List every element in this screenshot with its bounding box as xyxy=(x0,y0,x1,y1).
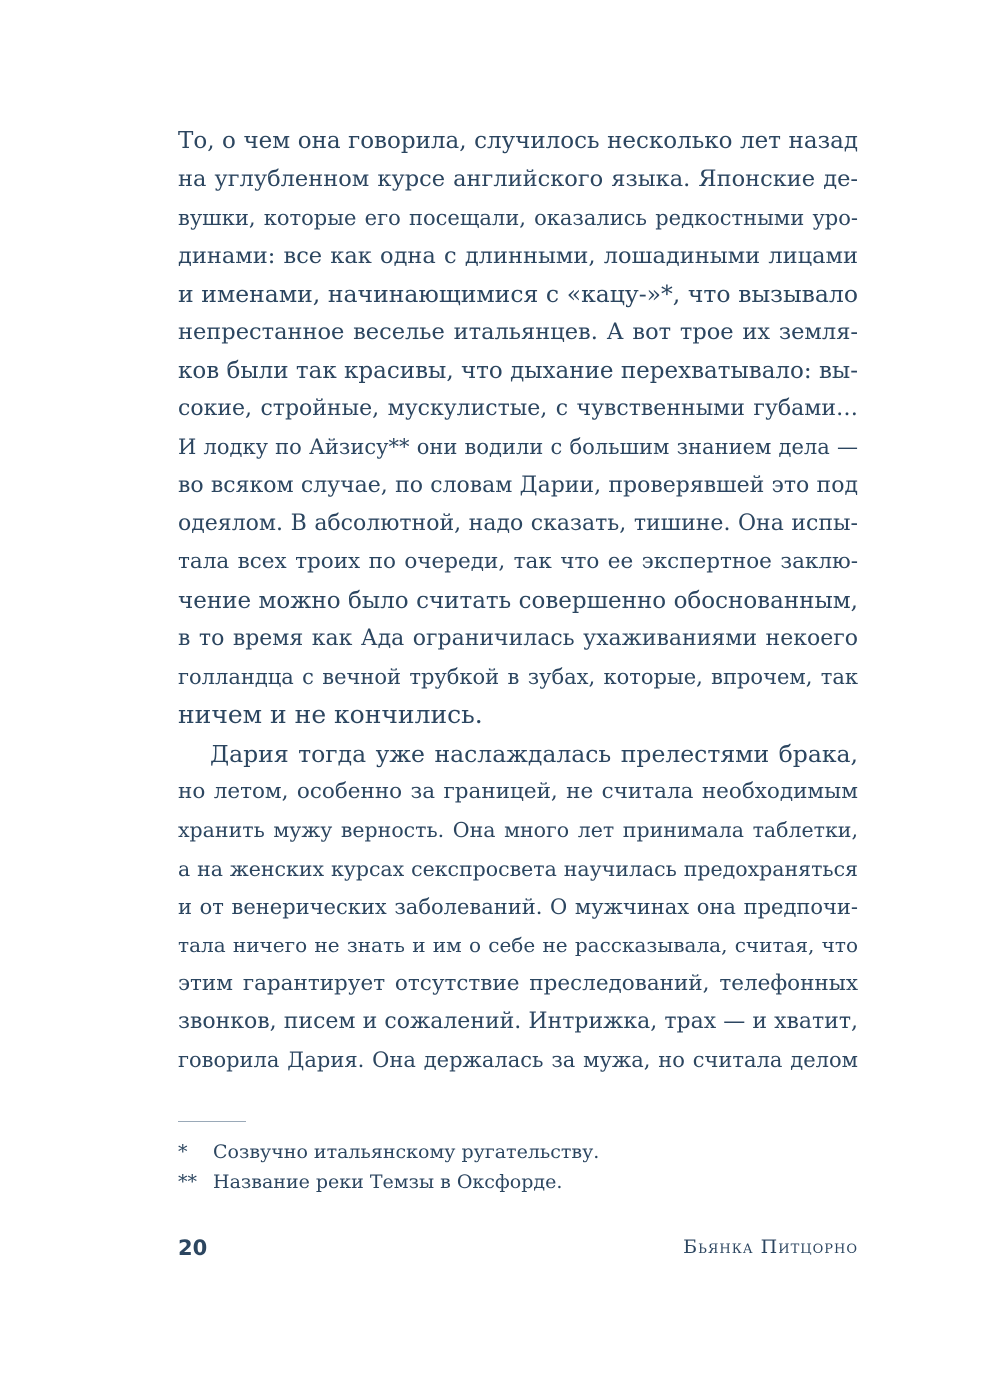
text-line: И лодку по Айзису** они водили с большим знанием дела — xyxy=(178,435,858,460)
footnote-text: Созвучно итальянскому ругательству. xyxy=(213,1141,600,1163)
text-line: тала ничего не знать и им о себе не рассказывала, считая, что xyxy=(178,933,858,958)
text-line: сокие, стройные, мускулистые, с чувственными губами… xyxy=(178,396,858,422)
page-number: 20 xyxy=(178,1236,208,1260)
footnote xyxy=(178,1167,599,1197)
text-line: ков были так красивы, что дыхание перехватывало: вы- xyxy=(178,357,858,384)
text-line: ничем и не кончились. xyxy=(178,700,483,730)
text-line: голландца с вечной трубкой в зубах, которые, впрочем, так xyxy=(178,665,858,690)
text-line: звонков, писем и сожалений. Интрижка, трах — и хватит, xyxy=(178,1008,858,1034)
text-line: но летом, особенно за границей, не считала необходимым xyxy=(178,779,858,805)
text-line: хранить мужу верность. Она много лет принимала таблетки, xyxy=(178,818,858,843)
footnote-mark: * xyxy=(178,1141,188,1163)
text-line: тала всех троих по очереди, так что ее экспертное заклю- xyxy=(178,549,858,575)
footnote-text: Название реки Темзы в Оксфорде. xyxy=(213,1171,563,1193)
text-line: вушки, которые его посещали, оказались редкостными уро- xyxy=(178,205,858,230)
footnote xyxy=(178,1137,599,1167)
text-line: То, о чем она говорила, случилось несколько лет назад xyxy=(178,128,858,154)
text-line: динами: все как одна с длинными, лошадиными лицами xyxy=(178,242,858,269)
body-text xyxy=(178,122,858,1079)
text-line: а на женских курсах секспросвета научилась предохраняться xyxy=(178,856,858,881)
footnote-divider xyxy=(178,1121,246,1122)
text-line: и от венерических заболеваний. О мужчинах она предпочи- xyxy=(178,894,858,919)
text-line: непрестанное веселье итальянцев. А вот трое их земля- xyxy=(178,319,858,346)
footnotes xyxy=(178,1137,599,1197)
text-line: во всяком случае, по словам Дарии, проверявшей это под xyxy=(178,472,858,498)
footnote-mark: ** xyxy=(178,1171,197,1193)
running-head-author: Бьянка Питцорно xyxy=(683,1236,858,1258)
text-line: одеялом. В абсолютной, надо сказать, тишине. Она испы- xyxy=(178,510,858,536)
text-line: и именами, начинающимися с «кацу-»*, что вызывало xyxy=(178,280,858,309)
text-line: на углубленном курсе английского языка. Японские де- xyxy=(178,166,858,193)
text-line: говорила Дария. Она держалась за мужа, но считала делом xyxy=(178,1048,858,1073)
text-line: чение можно было считать совершенно обоснованным, xyxy=(178,587,858,614)
text-line: в то время как Ада ограничилась ухаживаниями некоего xyxy=(178,625,858,651)
text-line: этим гарантирует отсутствие преследований, телефонных xyxy=(178,970,858,996)
text-line: Дария тогда уже наслаждалась прелестями брака, xyxy=(210,739,858,768)
